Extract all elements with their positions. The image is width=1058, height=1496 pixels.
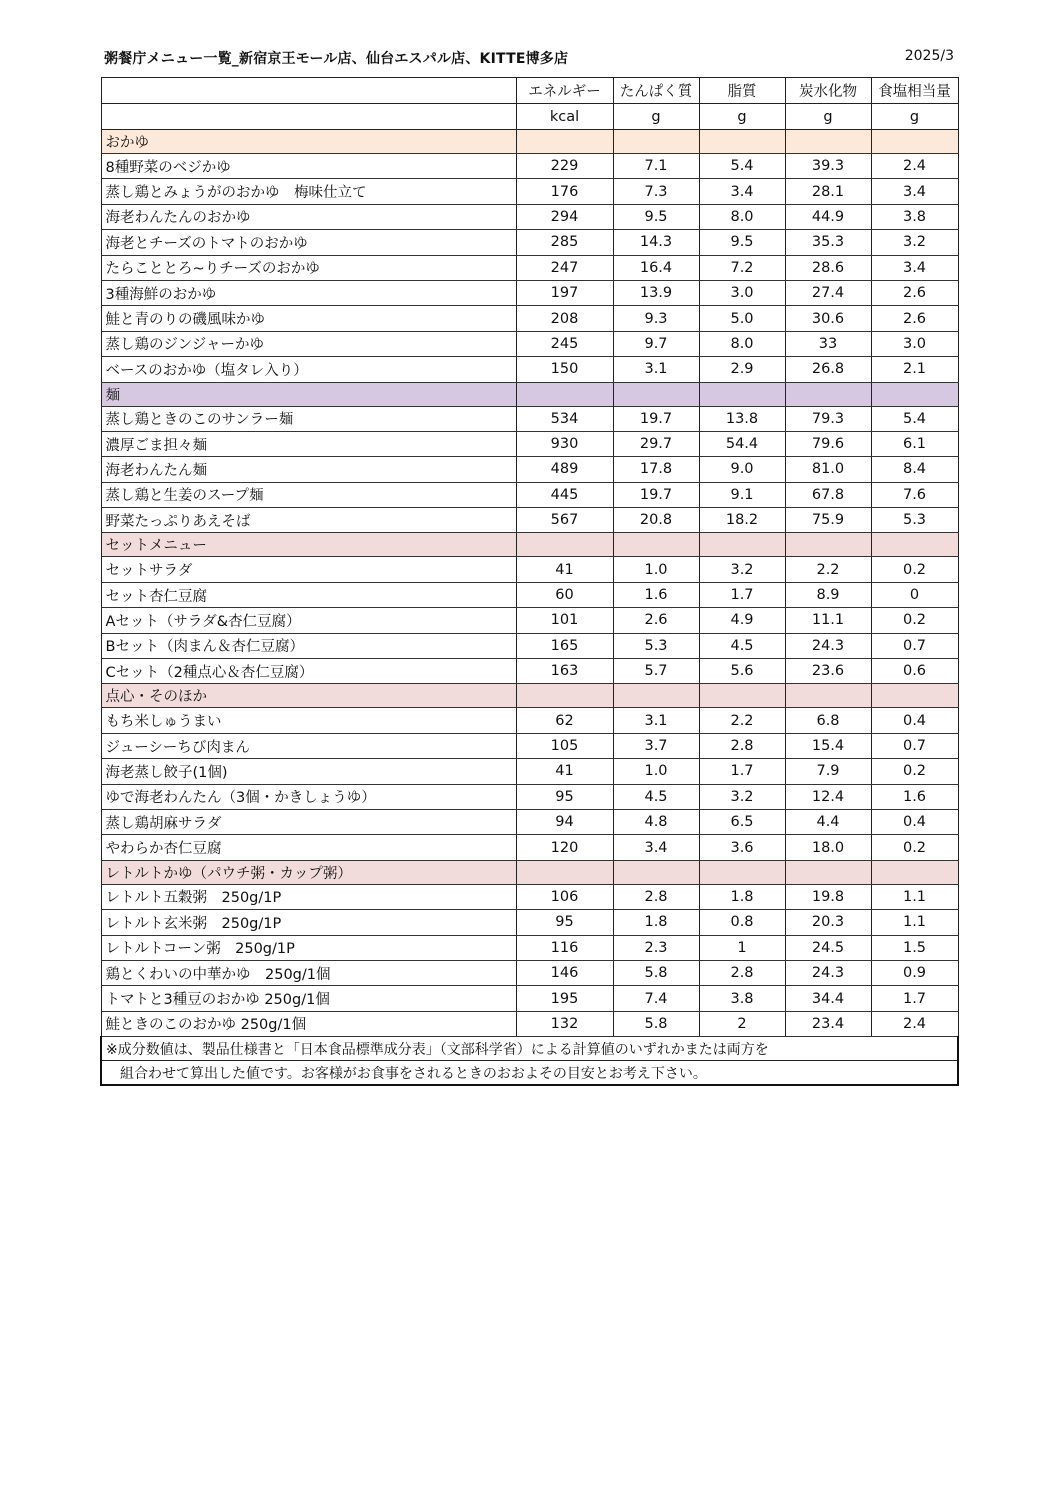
menu-item-name: 蒸し鶏ときのこのサンラー麺 [101,406,516,431]
menu-item-name: ベースのおかゆ（塩タレ入り） [101,357,516,382]
energy-value: 62 [516,708,613,733]
energy-value: 247 [516,255,613,280]
category-empty-cell [871,684,958,708]
menu-item-name: Aセット（サラダ&杏仁豆腐） [101,608,516,633]
menu-item-name: 鮭と青のりの磯風味かゆ [101,306,516,331]
category-empty-cell [516,130,613,154]
salt-value: 5.3 [871,508,958,533]
table-row [101,482,958,507]
protein-value: 3.1 [613,357,699,382]
table-row [101,406,958,431]
protein-value: 7.1 [613,154,699,179]
salt-value: 0.4 [871,809,958,834]
energy-value: 176 [516,179,613,204]
protein-value: 1.8 [613,910,699,935]
fat-value: 3.6 [699,835,785,860]
protein-value: 3.1 [613,708,699,733]
table-row [101,910,958,935]
protein-value: 19.7 [613,406,699,431]
salt-value: 6.1 [871,431,958,456]
menu-item-name: トマトと3種豆のおかゆ 250g/1個 [101,986,516,1011]
salt-value: 0.7 [871,633,958,658]
note-row [101,1061,958,1086]
category-empty-cell [699,130,785,154]
carbohydrate-value: 35.3 [785,230,871,255]
fat-value: 8.0 [699,204,785,229]
carbohydrate-value: 44.9 [785,204,871,229]
carbohydrate-value: 67.8 [785,482,871,507]
unit-fat: g [699,104,785,130]
carbohydrate-value: 27.4 [785,280,871,305]
category-label: 麺 [101,382,516,406]
menu-item-name: 海老わんたんのおかゆ [101,204,516,229]
energy-value: 165 [516,633,613,658]
salt-value: 3.2 [871,230,958,255]
category-empty-cell [871,382,958,406]
category-label: セットメニュー [101,533,516,557]
category-empty-cell [613,382,699,406]
menu-item-name: セット杏仁豆腐 [101,582,516,607]
category-empty-cell [516,860,613,884]
category-row-set [101,533,958,557]
fat-value: 1 [699,935,785,960]
protein-value: 2.8 [613,884,699,909]
menu-item-name: 海老わんたん麺 [101,457,516,482]
energy-value: 120 [516,835,613,860]
table-row [101,708,958,733]
menu-item-name: 鮭ときのこのおかゆ 250g/1個 [101,1011,516,1036]
protein-value: 14.3 [613,230,699,255]
energy-value: 41 [516,557,613,582]
salt-value: 1.7 [871,986,958,1011]
fat-value: 3.2 [699,784,785,809]
energy-value: 105 [516,733,613,758]
salt-value: 0 [871,582,958,607]
carbohydrate-value: 79.6 [785,431,871,456]
energy-value: 489 [516,457,613,482]
header-blank-cell [101,78,516,104]
table-row [101,582,958,607]
category-empty-cell [516,533,613,557]
protein-value: 7.4 [613,986,699,1011]
fat-value: 9.1 [699,482,785,507]
salt-value: 1.5 [871,935,958,960]
carbohydrate-value: 81.0 [785,457,871,482]
menu-item-name: 蒸し鶏のジンジャーかゆ [101,331,516,356]
table-row [101,508,958,533]
fat-value: 3.4 [699,179,785,204]
category-empty-cell [613,684,699,708]
energy-value: 101 [516,608,613,633]
footnote-line-1: ※成分数値は、製品仕様書と「日本食品標準成分表」（文部科学省）による計算値のいずれかまたは両方を [101,1037,958,1061]
carbohydrate-value: 19.8 [785,884,871,909]
fat-value: 7.2 [699,255,785,280]
protein-value: 2.3 [613,935,699,960]
menu-item-name: レトルト玄米粥 250g/1P [101,910,516,935]
fat-value: 3.2 [699,557,785,582]
fat-value: 3.0 [699,280,785,305]
protein-value: 9.5 [613,204,699,229]
salt-value: 0.2 [871,759,958,784]
fat-value: 9.5 [699,230,785,255]
table-row [101,357,958,382]
carbohydrate-value: 18.0 [785,835,871,860]
category-empty-cell [785,684,871,708]
table-row [101,280,958,305]
carbohydrate-value: 24.3 [785,960,871,985]
category-empty-cell [871,130,958,154]
table-row [101,154,958,179]
carbohydrate-value: 11.1 [785,608,871,633]
fat-value: 2.8 [699,733,785,758]
fat-value: 1.8 [699,884,785,909]
salt-value: 3.4 [871,179,958,204]
table-row [101,784,958,809]
carbohydrate-value: 24.5 [785,935,871,960]
table-row [101,608,958,633]
menu-item-name: 濃厚ごま担々麺 [101,431,516,456]
menu-item-name: 海老とチーズのトマトのおかゆ [101,230,516,255]
menu-item-name: 蒸し鶏と生姜のスープ麺 [101,482,516,507]
salt-value: 2.6 [871,306,958,331]
table-row [101,306,958,331]
carbohydrate-value: 75.9 [785,508,871,533]
header-energy: エネルギー [516,78,613,104]
carbohydrate-value: 28.6 [785,255,871,280]
carbohydrate-value: 33 [785,331,871,356]
table-row [101,179,958,204]
header-unit-row [101,104,958,130]
salt-value: 0.2 [871,835,958,860]
protein-value: 3.4 [613,835,699,860]
energy-value: 285 [516,230,613,255]
fat-value: 9.0 [699,457,785,482]
energy-value: 229 [516,154,613,179]
category-empty-cell [871,860,958,884]
table-row [101,255,958,280]
fat-value: 4.9 [699,608,785,633]
unit-salt: g [871,104,958,130]
category-empty-cell [785,130,871,154]
page-title: 粥餐庁メニュー一覧_新宿京王モール店、仙台エスパル店、KITTE博多店 [104,51,569,67]
salt-value: 0.4 [871,708,958,733]
protein-value: 1.0 [613,759,699,784]
energy-value: 195 [516,986,613,1011]
menu-item-name: 蒸し鶏とみょうがのおかゆ 梅味仕立て [101,179,516,204]
carbohydrate-value: 20.3 [785,910,871,935]
category-empty-cell [699,684,785,708]
carbohydrate-value: 15.4 [785,733,871,758]
protein-value: 1.6 [613,582,699,607]
fat-value: 2 [699,1011,785,1036]
energy-value: 132 [516,1011,613,1036]
menu-item-name: レトルト五穀粥 250g/1P [101,884,516,909]
header-salt: 食塩相当量 [871,78,958,104]
energy-value: 41 [516,759,613,784]
table-row [101,960,958,985]
protein-value: 20.8 [613,508,699,533]
table-row [101,431,958,456]
energy-value: 294 [516,204,613,229]
protein-value: 19.7 [613,482,699,507]
fat-value: 8.0 [699,331,785,356]
category-empty-cell [516,382,613,406]
carbohydrate-value: 4.4 [785,809,871,834]
protein-value: 9.7 [613,331,699,356]
table-row [101,659,958,684]
energy-value: 94 [516,809,613,834]
energy-value: 930 [516,431,613,456]
carbohydrate-value: 2.2 [785,557,871,582]
category-empty-cell [871,533,958,557]
protein-value: 16.4 [613,255,699,280]
category-empty-cell [785,382,871,406]
energy-value: 60 [516,582,613,607]
category-empty-cell [613,860,699,884]
fat-value: 1.7 [699,582,785,607]
category-row-retort [101,860,958,884]
carbohydrate-value: 6.8 [785,708,871,733]
protein-value: 5.8 [613,960,699,985]
carbohydrate-value: 79.3 [785,406,871,431]
table-row [101,835,958,860]
fat-value: 5.0 [699,306,785,331]
table-row [101,986,958,1011]
salt-value: 0.6 [871,659,958,684]
salt-value: 2.1 [871,357,958,382]
salt-value: 0.2 [871,557,958,582]
note-row [101,1037,958,1061]
salt-value: 3.8 [871,204,958,229]
salt-value: 0.2 [871,608,958,633]
energy-value: 95 [516,910,613,935]
energy-value: 208 [516,306,613,331]
fat-value: 5.6 [699,659,785,684]
category-empty-cell [613,533,699,557]
salt-value: 8.4 [871,457,958,482]
menu-item-name: Bセット（肉まん＆杏仁豆腐） [101,633,516,658]
menu-item-name: ジューシーちび肉まん [101,733,516,758]
fat-value: 2.2 [699,708,785,733]
carbohydrate-value: 23.4 [785,1011,871,1036]
protein-value: 4.8 [613,809,699,834]
menu-item-name: 海老蒸し餃子(1個) [101,759,516,784]
nutrition-table [100,77,959,1086]
salt-value: 1.1 [871,910,958,935]
energy-value: 245 [516,331,613,356]
carbohydrate-value: 24.3 [785,633,871,658]
header-protein: たんぱく質 [613,78,699,104]
category-empty-cell [699,382,785,406]
energy-value: 116 [516,935,613,960]
protein-value: 2.6 [613,608,699,633]
energy-value: 150 [516,357,613,382]
fat-value: 1.7 [699,759,785,784]
table-row [101,331,958,356]
category-empty-cell [699,860,785,884]
fat-value: 18.2 [699,508,785,533]
menu-item-name: 鶏とくわいの中華かゆ 250g/1個 [101,960,516,985]
protein-value: 5.3 [613,633,699,658]
category-empty-cell [516,684,613,708]
protein-value: 13.9 [613,280,699,305]
category-empty-cell [613,130,699,154]
carbohydrate-value: 12.4 [785,784,871,809]
salt-value: 0.7 [871,733,958,758]
salt-value: 2.4 [871,1011,958,1036]
table-row [101,557,958,582]
category-row-okayu [101,130,958,154]
protein-value: 1.0 [613,557,699,582]
table-row [101,809,958,834]
table-row [101,633,958,658]
page-date: 2025/3 [904,48,954,64]
salt-value: 5.4 [871,406,958,431]
menu-item-name: セットサラダ [101,557,516,582]
category-empty-cell [785,533,871,557]
fat-value: 0.8 [699,910,785,935]
protein-value: 9.3 [613,306,699,331]
table-row [101,935,958,960]
carbohydrate-value: 39.3 [785,154,871,179]
unit-carbohydrate: g [785,104,871,130]
protein-value: 5.7 [613,659,699,684]
header-label-row [101,78,958,104]
table-row [101,230,958,255]
category-empty-cell [785,860,871,884]
footnote-line-2: 組合わせて算出した値です。お客様がお食事をされるときのおおよその目安とお考え下さい。 [101,1061,958,1086]
energy-value: 106 [516,884,613,909]
table-row [101,204,958,229]
fat-value: 4.5 [699,633,785,658]
table-header [101,78,958,130]
fat-value: 6.5 [699,809,785,834]
menu-item-name: たらこととろ~りチーズのおかゆ [101,255,516,280]
energy-value: 534 [516,406,613,431]
category-row-dimsum [101,684,958,708]
carbohydrate-value: 23.6 [785,659,871,684]
protein-value: 17.8 [613,457,699,482]
protein-value: 3.7 [613,733,699,758]
header-carbohydrate: 炭水化物 [785,78,871,104]
menu-item-name: Cセット（2種点心＆杏仁豆腐） [101,659,516,684]
unit-protein: g [613,104,699,130]
carbohydrate-value: 34.4 [785,986,871,1011]
salt-value: 7.6 [871,482,958,507]
table-row [101,759,958,784]
category-label: レトルトかゆ（パウチ粥・カップ粥） [101,860,516,884]
category-label: 点心・そのほか [101,684,516,708]
menu-item-name: 蒸し鶏胡麻サラダ [101,809,516,834]
salt-value: 2.6 [871,280,958,305]
salt-value: 3.4 [871,255,958,280]
salt-value: 1.1 [871,884,958,909]
protein-value: 29.7 [613,431,699,456]
fat-value: 3.8 [699,986,785,1011]
carbohydrate-value: 7.9 [785,759,871,784]
fat-value: 2.9 [699,357,785,382]
menu-item-name: ゆで海老わんたん（3個・かきしょうゆ） [101,784,516,809]
salt-value: 3.0 [871,331,958,356]
table-row [101,884,958,909]
carbohydrate-value: 8.9 [785,582,871,607]
energy-value: 146 [516,960,613,985]
protein-value: 7.3 [613,179,699,204]
menu-item-name: 8種野菜のベジかゆ [101,154,516,179]
energy-value: 445 [516,482,613,507]
category-label: おかゆ [101,130,516,154]
menu-item-name: 野菜たっぷりあえそば [101,508,516,533]
salt-value: 2.4 [871,154,958,179]
carbohydrate-value: 26.8 [785,357,871,382]
energy-value: 163 [516,659,613,684]
protein-value: 5.8 [613,1011,699,1036]
fat-value: 13.8 [699,406,785,431]
fat-value: 54.4 [699,431,785,456]
header-fat: 脂質 [699,78,785,104]
unit-energy: kcal [516,104,613,130]
menu-item-name: もち米しゅうまい [101,708,516,733]
table-row [101,1011,958,1036]
category-row-noodle [101,382,958,406]
salt-value: 1.6 [871,784,958,809]
energy-value: 567 [516,508,613,533]
menu-item-name: やわらか杏仁豆腐 [101,835,516,860]
energy-value: 197 [516,280,613,305]
salt-value: 0.9 [871,960,958,985]
protein-value: 4.5 [613,784,699,809]
table-body [101,130,958,1037]
category-empty-cell [699,533,785,557]
carbohydrate-value: 28.1 [785,179,871,204]
table-row [101,733,958,758]
table-row [101,457,958,482]
fat-value: 2.8 [699,960,785,985]
menu-item-name: 3種海鮮のおかゆ [101,280,516,305]
carbohydrate-value: 30.6 [785,306,871,331]
energy-value: 95 [516,784,613,809]
header-blank-cell [101,104,516,130]
fat-value: 5.4 [699,154,785,179]
table-footer [101,1037,958,1086]
menu-item-name: レトルトコーン粥 250g/1P [101,935,516,960]
